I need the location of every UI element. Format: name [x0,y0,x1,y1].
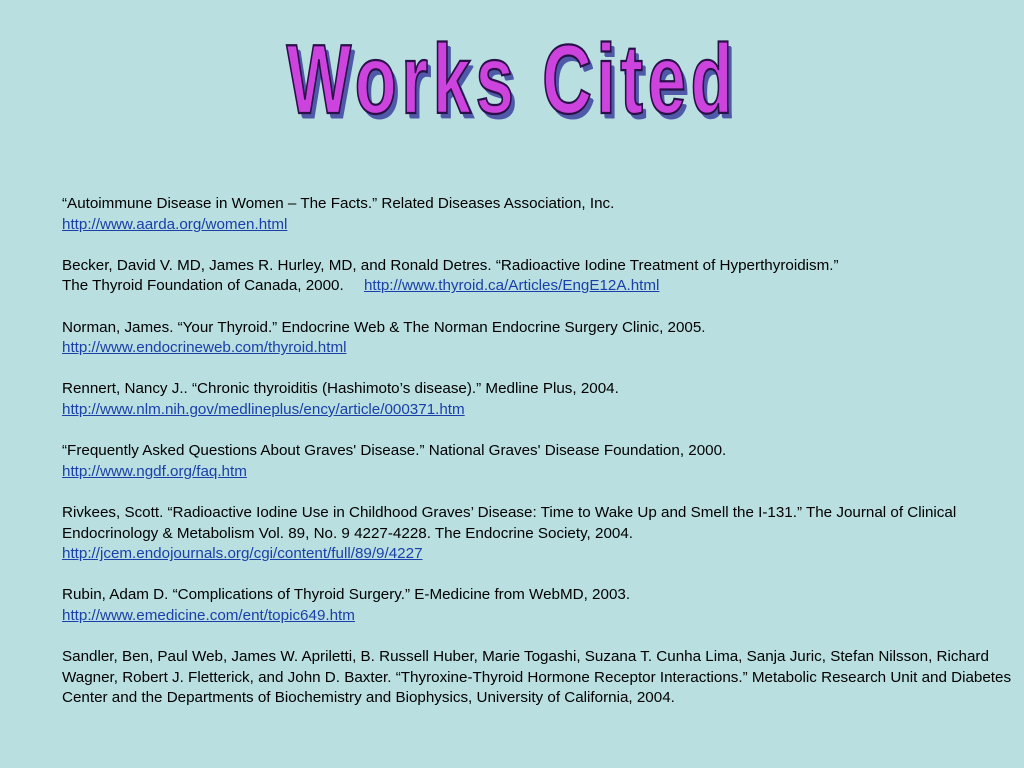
title-area [0,22,1024,142]
reference-item [62,256,1017,297]
reference-text: Norman, James. “Your Thyroid.” Endocrine Web & The Norman Endocrine Surgery Clinic, 2005. [62,318,706,336]
reference-link[interactable]: http://www.endocrineweb.com/thyroid.html [62,339,347,357]
reference-text: Sandler, Ben, Paul Web, James W. Apriletti, B. Russell Huber, Marie Togashi, Suzana T. Cunha Lima, Sanja Juric, Stefan Nilsson, Richard Wagner, Robert J. Fletterick, and John D. Baxter. “Thyroxine-Thyroid Hormone Receptor Interactions.” Metabolic Research Unit and Diabetes Center and the Departments of Biochemistry and Biophysics, University of California, 2004. [62,648,1012,707]
reference-text: The Thyroid Foundation of Canada, 2000. [62,277,344,295]
reference-link[interactable]: http://www.nlm.nih.gov/medlineplus/ency/article/000371.htm [62,400,465,418]
reference-item [62,585,1017,626]
reference-item [62,503,1017,565]
reference-item [62,647,1017,709]
reference-link[interactable]: http://www.thyroid.ca/Articles/EngE12A.html [363,277,660,295]
reference-link[interactable]: http://jcem.endojournals.org/cgi/content/full/89/9/4227 [62,545,423,563]
reference-item [62,194,1017,235]
reference-item [62,379,1017,420]
reference-link[interactable]: http://www.aarda.org/women.html [62,215,288,233]
reference-text: Becker, David V. MD, James R. Hurley, MD, and Ronald Detres. “Radioactive Iodine Treatment of Hyperthyroidism.” [62,256,839,274]
reference-item [62,441,1017,482]
reference-text: Rivkees, Scott. “Radioactive Iodine Use in Childhood Graves’ Disease: Time to Wake Up and Smell the I-131.” The Journal of Clinical Endocrinology & Metabolism Vol. 89, No. 9 4227-4228. The Endocrine Society, 2004. [62,503,957,542]
reference-link[interactable]: http://www.ngdf.org/faq.htm [62,462,247,480]
reference-text: Rennert, Nancy J.. “Chronic thyroiditis (Hashimoto’s disease).” Medline Plus, 2004. [62,380,619,398]
reference-text: “Frequently Asked Questions About Graves' Disease.” National Graves' Disease Foundation, 2000. [62,442,727,460]
reference-text: Rubin, Adam D. “Complications of Thyroid Surgery.” E-Medicine from WebMD, 2003. [62,586,631,604]
reference-text: “Autoimmune Disease in Women – The Facts.” Related Diseases Association, Inc. [62,195,615,212]
reference-link[interactable]: http://www.emedicine.com/ent/topic649.htm [62,606,355,624]
slide-title: Works Cited [286,23,738,135]
reference-item [62,318,1017,359]
references-list [62,194,1017,729]
